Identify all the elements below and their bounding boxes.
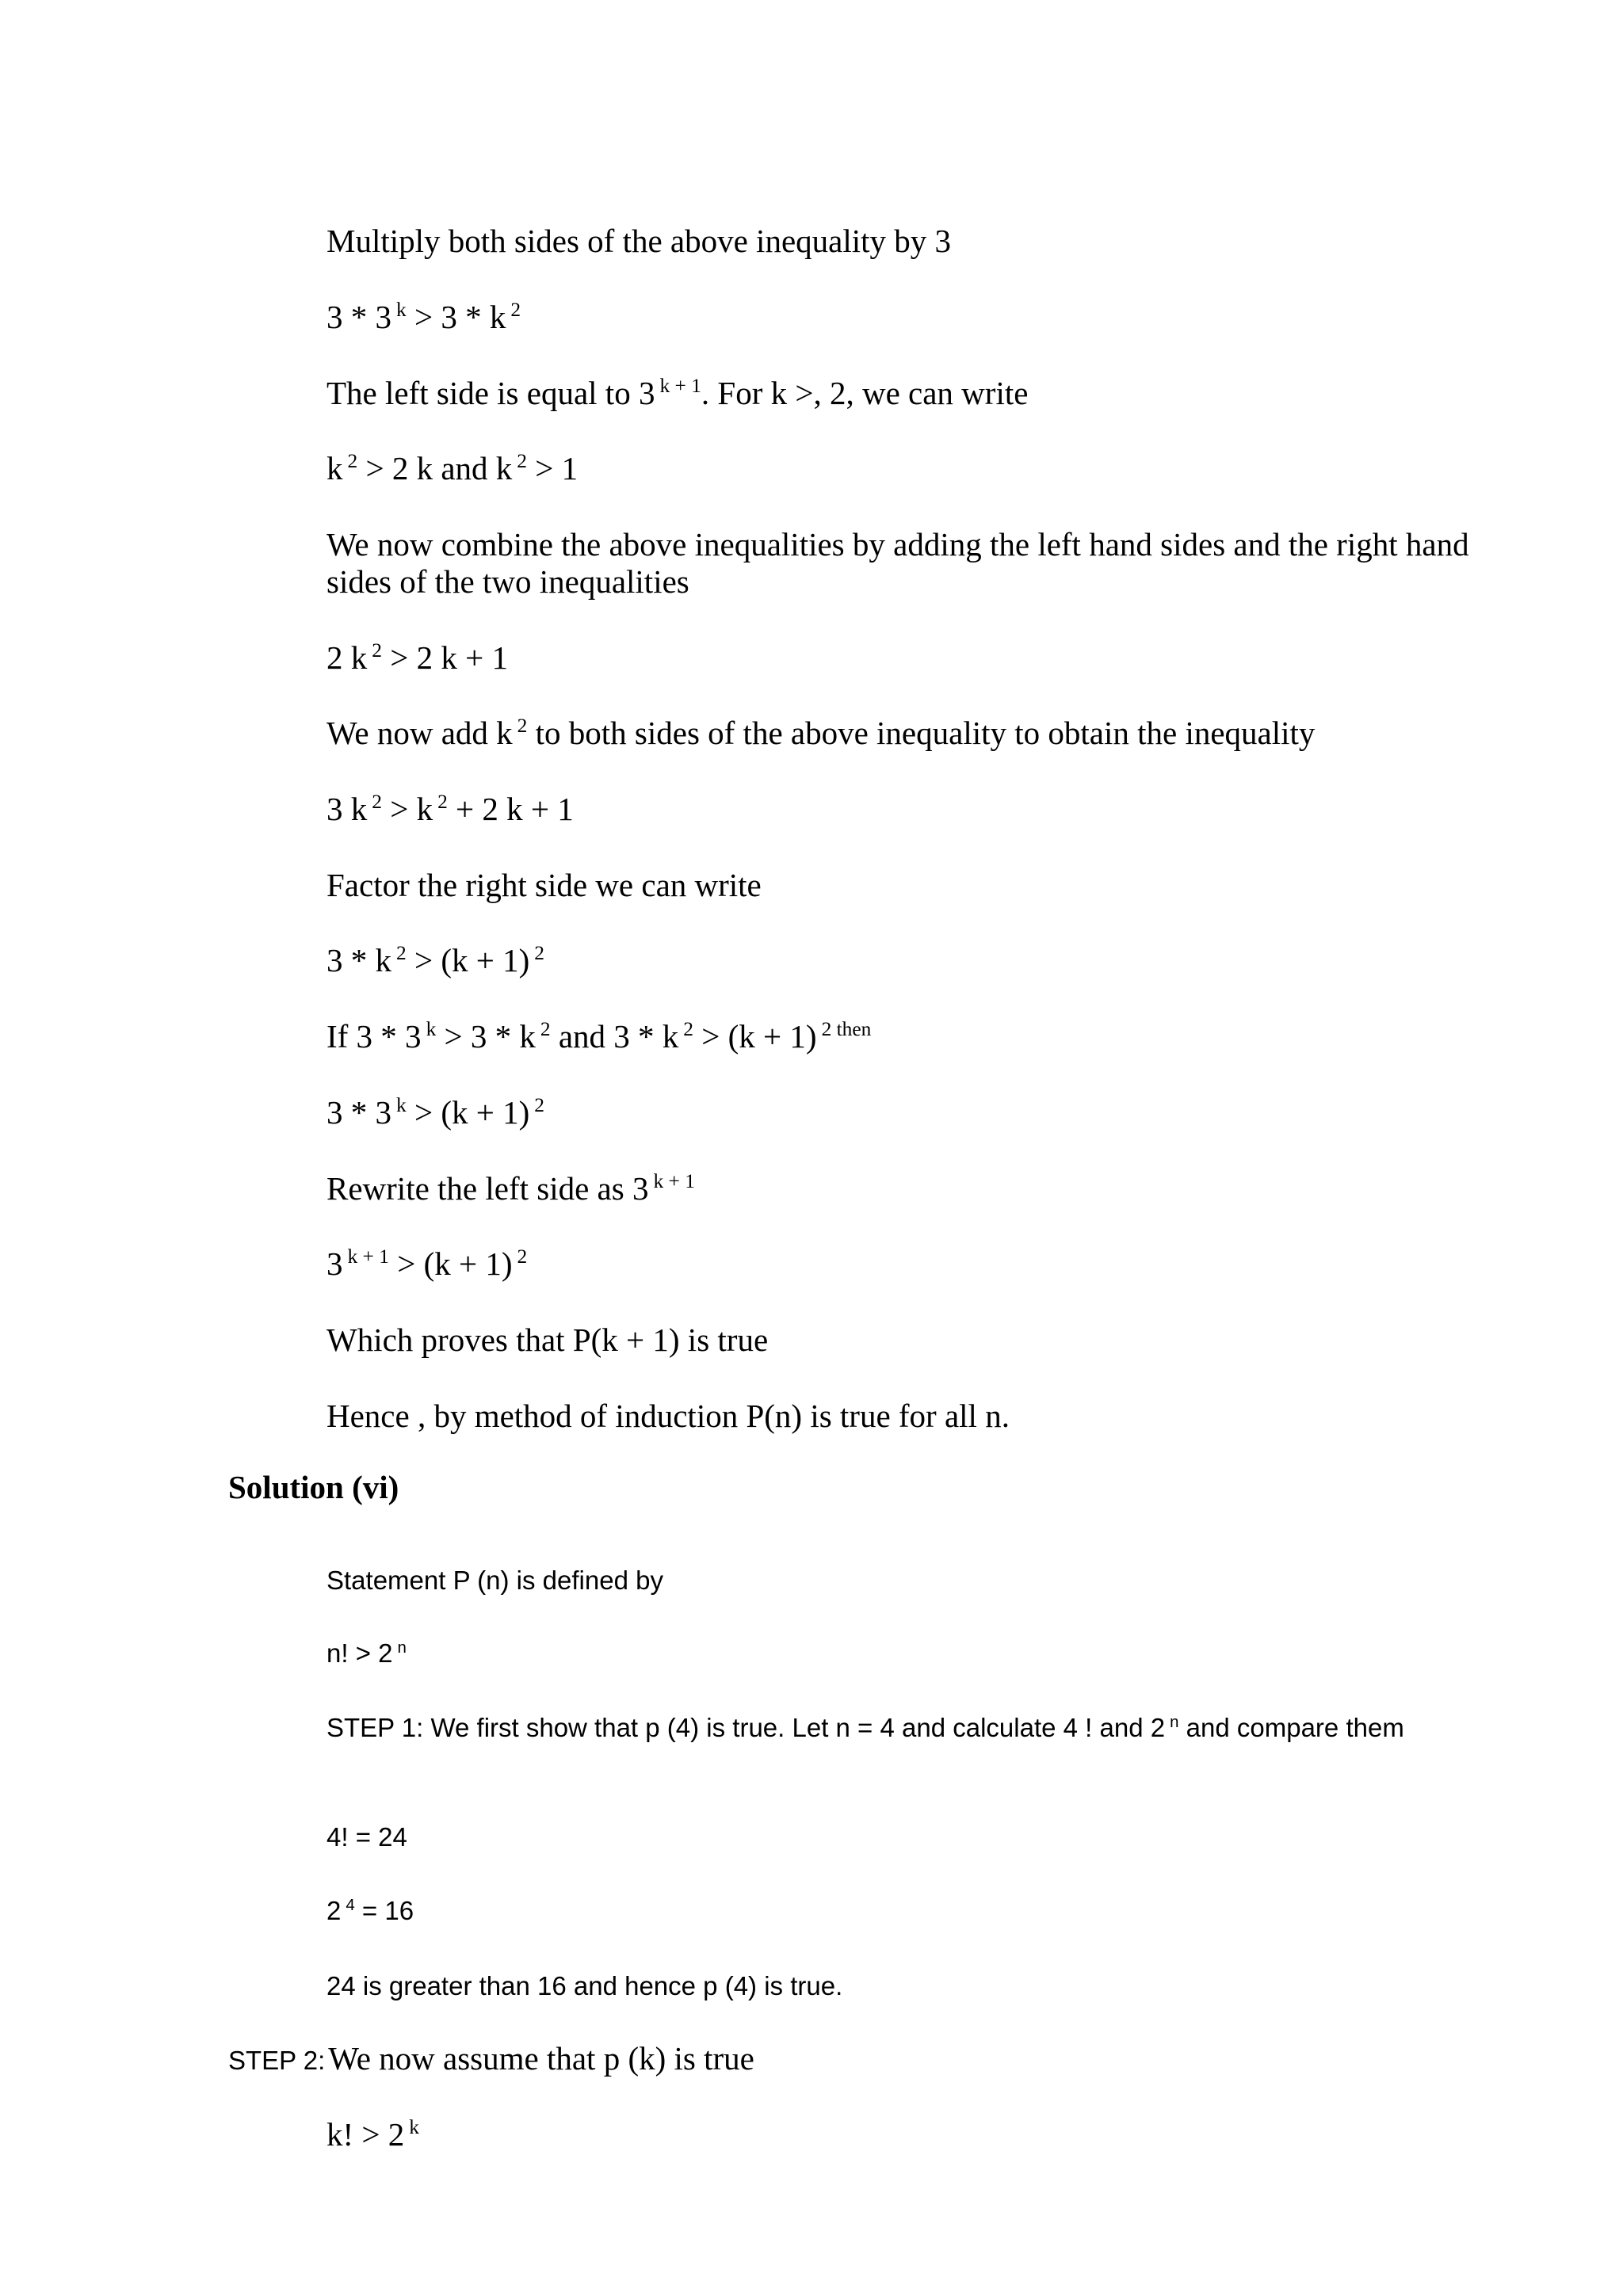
- text-line: [327, 1017, 871, 1055]
- inequality: [327, 790, 574, 828]
- text: and compare them: [1186, 1713, 1404, 1742]
- text: The left side is equal to 3: [327, 375, 655, 411]
- text: to both sides of the above inequality to obtain the inequality: [535, 715, 1316, 751]
- text: 2 k: [327, 639, 368, 676]
- inequality: [327, 1638, 407, 1669]
- inequality: [327, 449, 578, 487]
- paragraph: We now combine the above inequalities by adding the left hand sides and the right hand sides of the two inequalities: [327, 526, 1469, 600]
- text: . For k >, 2, we can write: [701, 375, 1029, 411]
- superscript: k + 1: [653, 1169, 695, 1192]
- text-line: Multiply both sides of the above inequality by 3: [327, 223, 952, 259]
- superscript: 2: [517, 1245, 528, 1268]
- superscript: 2: [396, 941, 407, 964]
- text: > (k + 1): [414, 1094, 530, 1131]
- text: > 2 k + 1: [390, 639, 508, 676]
- superscript: k: [396, 298, 407, 321]
- step-line: [228, 2039, 754, 2077]
- superscript: 2: [683, 1017, 693, 1040]
- step-label: STEP 2:: [228, 2046, 326, 2075]
- text: > 2 k and k: [365, 450, 513, 486]
- text: 3 * k: [327, 942, 391, 978]
- inequality: [327, 941, 544, 979]
- superscript: k: [426, 1017, 437, 1040]
- superscript: 2: [510, 298, 521, 321]
- text: Rewrite the left side as 3: [327, 1170, 649, 1207]
- text: We now add k: [327, 715, 513, 751]
- text-line: [327, 714, 1315, 752]
- text: > 3 * k: [444, 1018, 536, 1055]
- paragraph: [327, 1710, 1531, 1750]
- text: STEP 1: We first show that p (4) is true. Let n = 4 and calculate 4 ! and 2: [327, 1713, 1166, 1742]
- text: We now assume that p (k) is true: [328, 2040, 754, 2077]
- inequality: [327, 298, 521, 336]
- text: > 3 * k: [414, 299, 506, 335]
- section-heading: Solution (vi): [228, 1469, 399, 1505]
- superscript: 2: [534, 941, 544, 964]
- inequality: [327, 2115, 419, 2153]
- text-line: [327, 1169, 695, 1207]
- superscript: 4: [346, 1895, 355, 1914]
- inequality: [327, 1245, 527, 1283]
- inequality: [327, 639, 508, 677]
- text: 3 * 3: [327, 299, 391, 335]
- superscript: 2: [372, 639, 382, 662]
- text: k: [327, 450, 343, 486]
- text-line: Factor the right side we can write: [327, 867, 762, 903]
- text: n! > 2: [327, 1638, 393, 1668]
- text: > (k + 1): [414, 942, 530, 978]
- superscript: k: [409, 2115, 419, 2138]
- superscript: 2: [540, 1017, 551, 1040]
- text: If 3 * 3: [327, 1018, 422, 1055]
- superscript: 2 then: [821, 1017, 872, 1040]
- text: > (k + 1): [397, 1245, 513, 1282]
- text: = 16: [361, 1896, 414, 1925]
- inequality: [327, 1093, 544, 1131]
- text-line: [327, 374, 1028, 412]
- superscript: 2: [372, 790, 382, 813]
- text: + 2 k + 1: [456, 791, 574, 827]
- superscript: k: [396, 1093, 407, 1116]
- text: 3: [327, 1245, 343, 1282]
- superscript: 2: [347, 449, 358, 472]
- superscript: 2: [517, 449, 527, 472]
- text-line: Statement P (n) is defined by: [327, 1566, 663, 1595]
- equation: [327, 1896, 414, 1926]
- superscript: k + 1: [659, 374, 701, 397]
- text-line: 24 is greater than 16 and hence p (4) is true.: [327, 1971, 843, 2000]
- superscript: 2: [534, 1093, 544, 1116]
- superscript: k + 1: [347, 1245, 389, 1268]
- text: 3 * 3: [327, 1094, 391, 1131]
- text-line: Hence , by method of induction P(n) is true for all n.: [327, 1398, 1010, 1434]
- text: > (k + 1): [701, 1018, 817, 1055]
- text: and 3 * k: [558, 1018, 679, 1055]
- text: > k: [390, 791, 433, 827]
- superscript: n: [1170, 1712, 1179, 1731]
- superscript: 2: [437, 790, 448, 813]
- text: 3 k: [327, 791, 368, 827]
- superscript: 2: [517, 714, 528, 737]
- text: k! > 2: [327, 2116, 405, 2153]
- text-line: Which proves that P(k + 1) is true: [327, 1322, 769, 1358]
- text: 2: [327, 1896, 342, 1925]
- equation: 4! = 24: [327, 1822, 407, 1852]
- text: > 1: [535, 450, 579, 486]
- superscript: n: [397, 1638, 407, 1657]
